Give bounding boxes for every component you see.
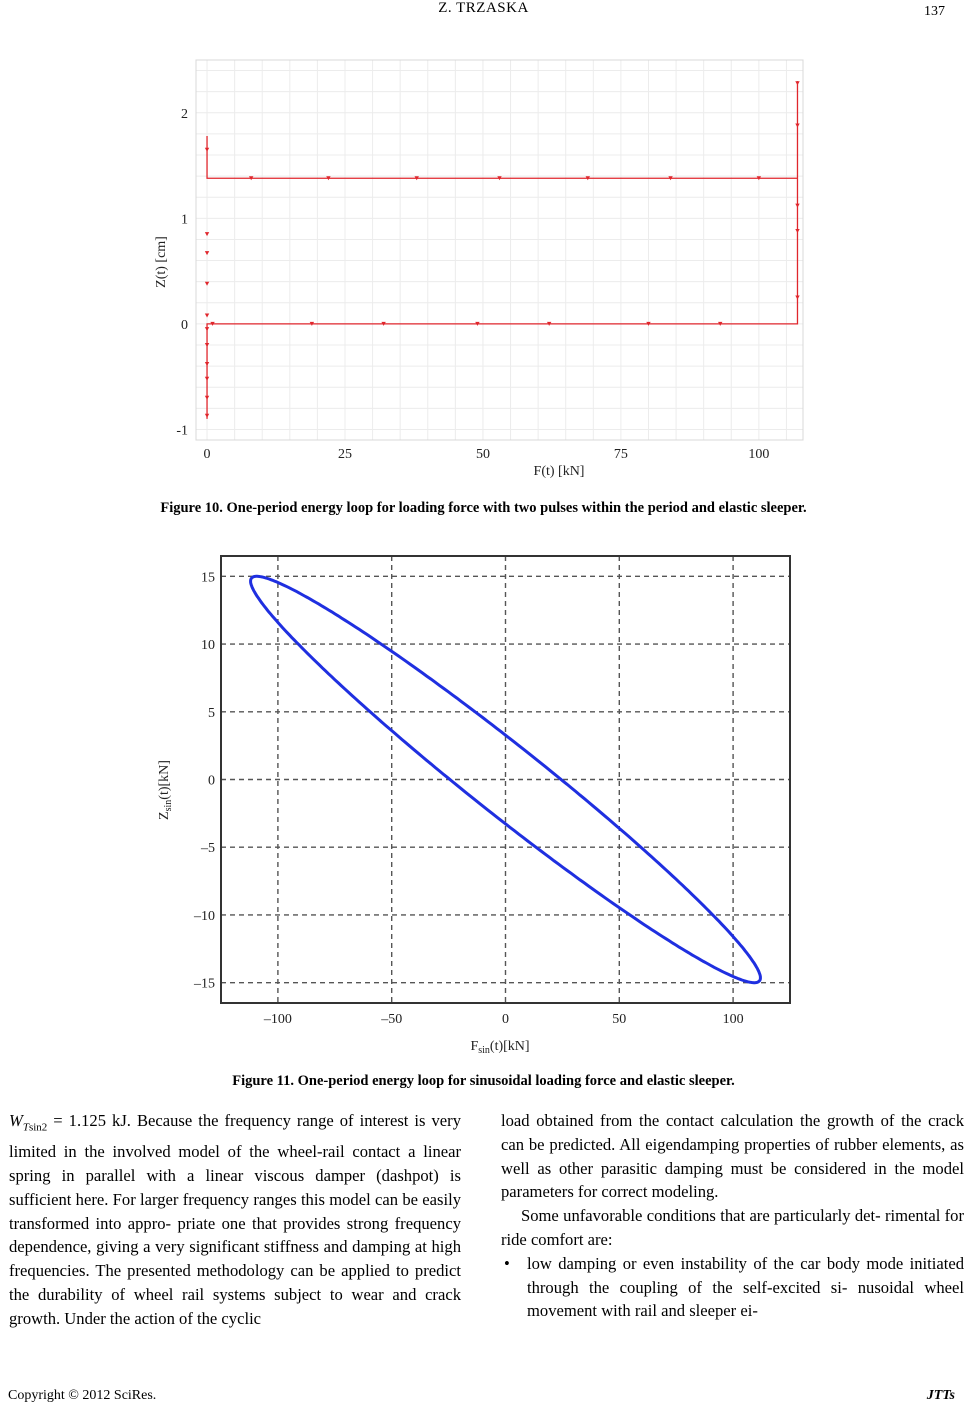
bullet-icon: • (504, 1253, 510, 1273)
figure-11-x-axis-label: $F_{sin}(t)[kN]$ (470, 1039, 530, 1056)
y-tick-label: 2 (181, 106, 188, 122)
x-tick-label: 0 (502, 1012, 509, 1027)
x-tick-label: 50 (475, 447, 490, 462)
right-column (501, 1109, 964, 1323)
left-column-paragraph: $W_{Tsin2} = 1.125$ kJ. Because the frequency range of interest is very limited in the involved model of the wheel-rail contact a linear spring in parallel with a linear viscous damper (dashpot) is sufficient here. For larger frequency ranges this model can be easily transformed into appro- priate one that provides strong frequency dependence, giving a very significant stiffness and damping at high frequencies. The presented methodology can be applied to predict the durability of wheel rail systems subject to wear and crack growth. Under the action of the cyclic (9, 1111, 461, 1328)
figure-10-y-axis-label: Z(t) [cm] (154, 236, 169, 288)
x-tick-label: 100 (722, 1012, 744, 1027)
y-tick-label: 10 (201, 638, 215, 654)
y-tick-label: –15 (194, 976, 215, 992)
x-tick-label: 0 (203, 447, 211, 462)
x-tick-label: 50 (612, 1012, 627, 1027)
y-tick-label: 1 (181, 212, 188, 228)
bullet-item-text: low damping or even instability of the car body mode initiated through the coupling of the self-excited si- nusoidal wheel movement with rail and sleeper ei- (527, 1253, 964, 1321)
x-tick-label: 25 (337, 447, 352, 462)
figure-11-y-axis-label: $Z_{sin}(t)[kN]$ (157, 760, 174, 820)
y-tick-label: 0 (208, 773, 215, 789)
x-tick-label: 75 (613, 447, 628, 462)
y-tick-label: 15 (201, 570, 215, 586)
left-column (9, 1109, 461, 1330)
page-number: 137 (924, 4, 945, 19)
x-tick-label: 100 (748, 447, 770, 462)
figure-11-caption: Figure 11. One-period energy loop for sinusoidal loading force and elastic sleeper. (232, 1073, 735, 1089)
y-tick-label: 5 (208, 705, 215, 721)
y-tick-label: –5 (201, 841, 215, 857)
x-tick-label: –50 (381, 1012, 403, 1027)
right-column-paragraph-1: load obtained from the contact calculation the growth of the crack can be predicted. All eigendamping properties of rubber elements, as well as other parasitic damping must be considered in the model parameters for correct modeling. (501, 1111, 964, 1202)
y-tick-label: 0 (181, 317, 188, 333)
figure-10-caption: Figure 10. One-period energy loop for loading force with two pulses within the period and elastic sleeper. (160, 500, 807, 516)
y-tick-label: –10 (194, 908, 215, 924)
footer-copyright: Copyright © 2012 SciRes. (8, 1388, 157, 1403)
x-tick-label: –100 (263, 1012, 292, 1027)
bullet-item (501, 1252, 964, 1323)
right-column-paragraph-2: Some unfavorable conditions that are particularly det- rimental for ride comfort are: (501, 1206, 964, 1249)
running-header-author: Z. TRZASKA (438, 0, 529, 16)
figure-10-x-axis-label: F(t) [kN] (533, 464, 585, 479)
footer-journal: JTTs (926, 1388, 955, 1403)
y-tick-label: -1 (176, 423, 188, 439)
